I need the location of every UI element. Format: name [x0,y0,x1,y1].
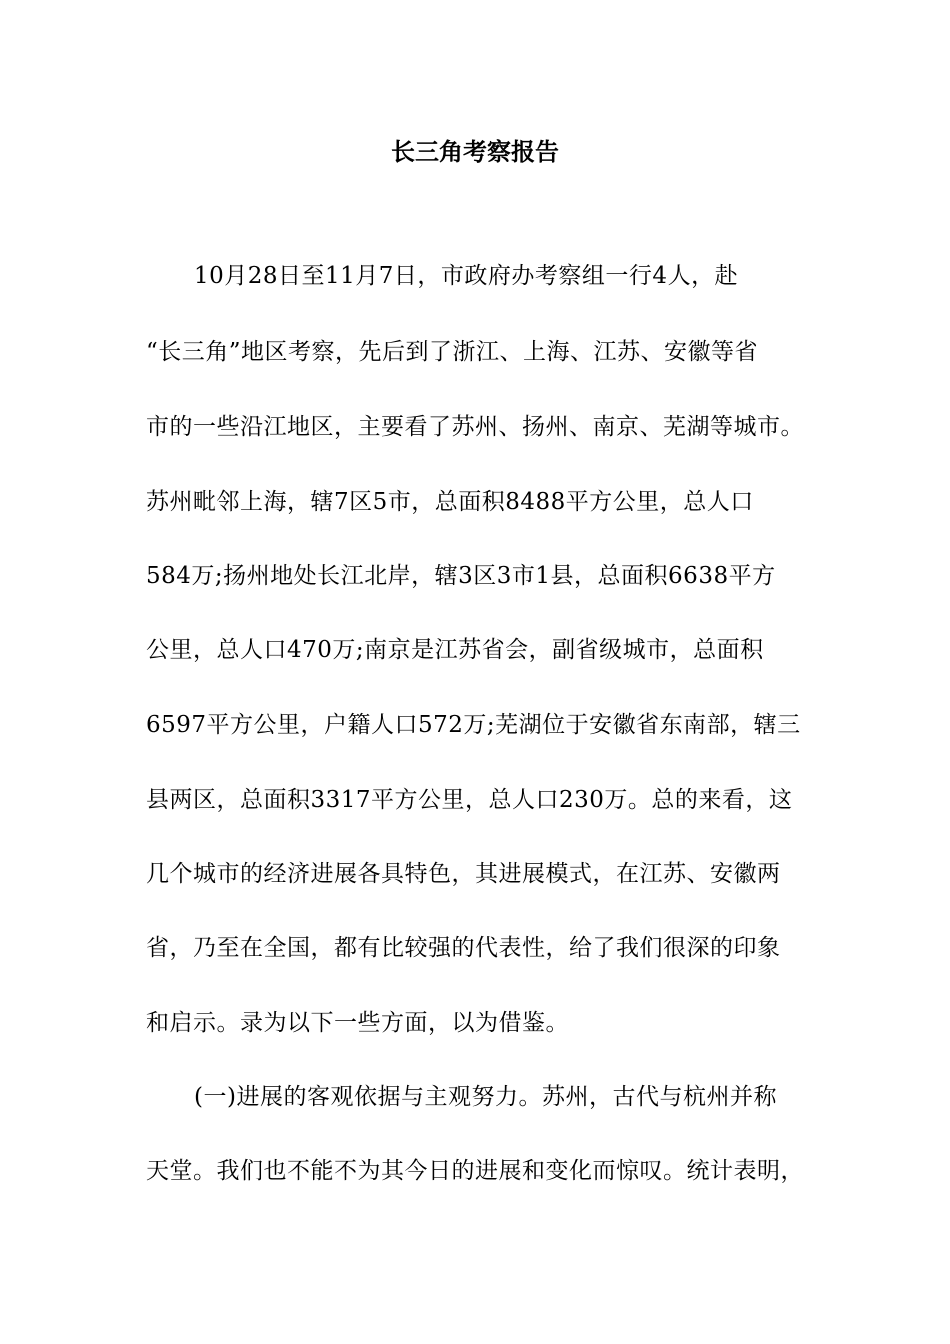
paragraph-line: 苏州毗邻上海，辖7区5市，总面积8488平方公里，总人口 [146,489,754,515]
paragraph-line: 和启示。录为以下一些方面，以为借鉴。 [146,1010,569,1036]
paragraph-line: 几个城市的经济进展各具特色，其进展模式，在江苏、安徽两 [146,861,781,887]
paragraph-line: “长三角”地区考察，先后到了浙江、上海、江苏、安徽等省 [146,339,759,365]
paragraph-line: 公里，总人口470万;南京是江苏省会，副省级城市，总面积 [146,637,764,663]
paragraph-line: (一)进展的客观依据与主观努力。苏州，古代与杭州并称 [194,1084,777,1110]
paragraph-line: 6597平方公里，户籍人口572万;芜湖位于安徽省东南部，辖三 [146,712,801,738]
document-title: 长三角考察报告 [391,138,559,166]
paragraph-line: 天堂。我们也不能不为其今日的进展和变化而惊叹。统计表明， [146,1158,804,1184]
paragraph-line: 市的一些沿江地区，主要看了苏州、扬州、南京、芜湖等城市。 [146,414,804,440]
paragraph-line: 584万;扬州地处长江北岸，辖3区3市1县，总面积6638平方 [146,563,776,589]
paragraph-line: 10月28日至11月7日，市政府办考察组一行4人，赴 [194,263,739,289]
paragraph-line: 县两区，总面积3317平方公里，总人口230万。总的来看，这 [146,787,793,813]
paragraph-line: 省，乃至在全国，都有比较强的代表性，给了我们很深的印象 [146,935,781,961]
